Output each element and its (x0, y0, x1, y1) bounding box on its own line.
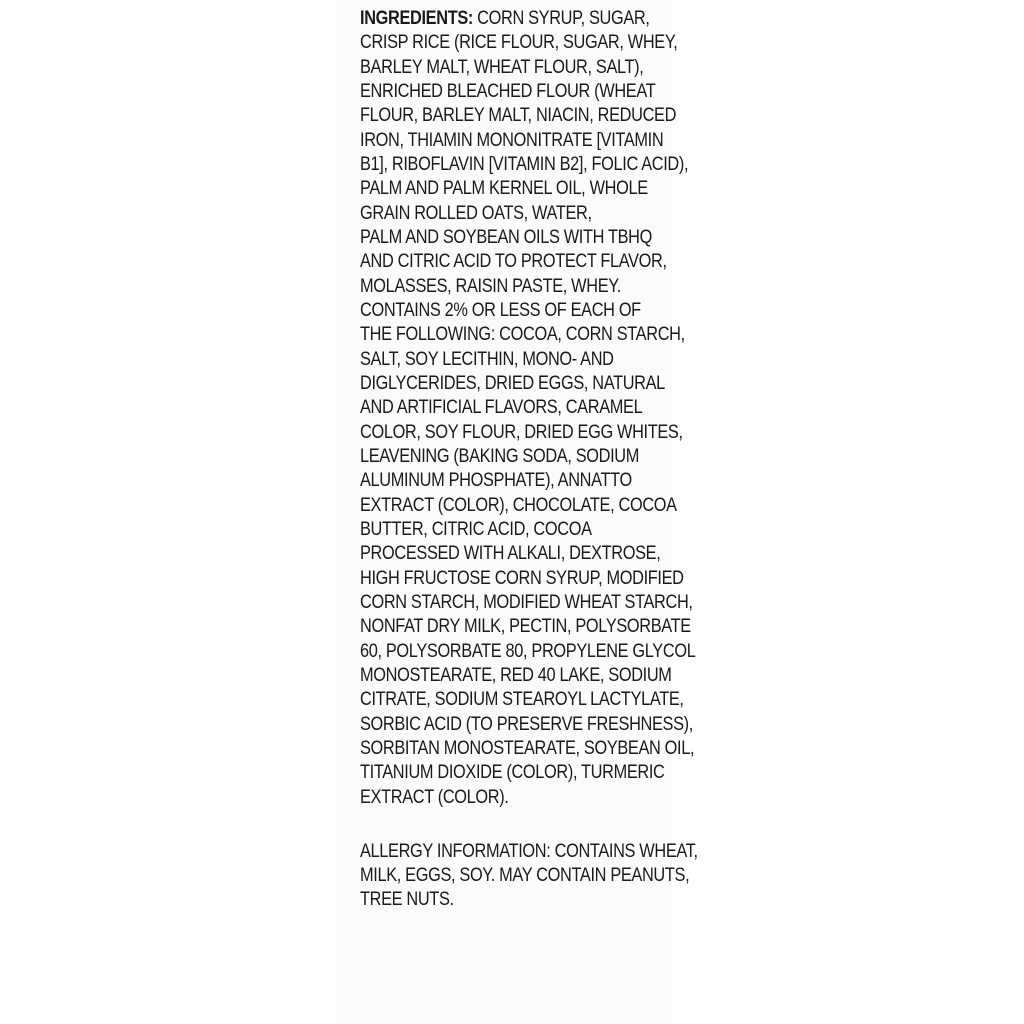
ingredients-line: PROCESSED WITH ALKALI, DEXTROSE, (360, 543, 661, 565)
section-gap (360, 810, 635, 840)
ingredients-line: CRISP RICE (RICE FLOUR, SUGAR, WHEY, (360, 32, 678, 54)
ingredients-line: MOLASSES, RAISIN PASTE, WHEY. (360, 275, 621, 297)
ingredients-line: CONTAINS 2% OR LESS OF EACH OF (360, 299, 641, 321)
ingredients-line: AND ARTIFICIAL FLAVORS, CARAMEL (360, 397, 643, 419)
allergy-line: MILK, EGGS, SOY. MAY CONTAIN PEANUTS, (360, 865, 690, 887)
ingredients-line: SORBIC ACID (TO PRESERVE FRESHNESS), (360, 713, 693, 735)
ingredients-line: TITANIUM DIOXIDE (COLOR), TURMERIC (360, 762, 665, 784)
ingredients-line: AND CITRIC ACID TO PROTECT FLAVOR, (360, 251, 667, 273)
ingredients-line: 60, POLYSORBATE 80, PROPYLENE GLYCOL (360, 640, 696, 662)
ingredient-label (360, 7, 698, 913)
ingredients-line: HIGH FRUCTOSE CORN SYRUP, MODIFIED (360, 567, 684, 589)
ingredients-line: PALM AND PALM KERNEL OIL, WHOLE (360, 178, 648, 200)
allergy-line: TREE NUTS. (360, 889, 454, 911)
ingredients-line: EXTRACT (COLOR). (360, 786, 509, 808)
ingredients-line: MONOSTEARATE, RED 40 LAKE, SODIUM (360, 664, 672, 686)
ingredients-line: COLOR, SOY FLOUR, DRIED EGG WHITES, (360, 421, 683, 443)
ingredients-line: ALUMINUM PHOSPHATE), ANNATTO (360, 470, 632, 492)
ingredients-line: BUTTER, CITRIC ACID, COCOA (360, 518, 592, 540)
ingredients-line: B1], RIBOFLAVIN [VITAMIN B2], FOLIC ACID), (360, 153, 689, 175)
ingredients-line: BARLEY MALT, WHEAT FLOUR, SALT), (360, 56, 644, 78)
ingredients-heading: INGREDIENTS: (360, 8, 473, 29)
ingredients-line: EXTRACT (COLOR), CHOCOLATE, COCOA (360, 494, 677, 516)
ingredients-line: PALM AND SOYBEAN OILS WITH TBHQ (360, 226, 652, 248)
ingredients-list (360, 31, 696, 810)
ingredients-line: DIGLYCERIDES, DRIED EGGS, NATURAL (360, 372, 665, 394)
ingredients-line: CITRATE, SODIUM STEAROYL LACTYLATE, (360, 689, 684, 711)
ingredients-line: GRAIN ROLLED OATS, WATER, (360, 202, 592, 224)
ingredients-line: CORN STARCH, MODIFIED WHEAT STARCH, (360, 591, 693, 613)
allergy-line: ALLERGY INFORMATION: CONTAINS WHEAT, (360, 840, 698, 862)
ingredients-first-line-text: CORN SYRUP, SUGAR, (472, 8, 650, 29)
ingredients-line: LEAVENING (BAKING SODA, SODIUM (360, 445, 640, 467)
ingredients-line: SORBITAN MONOSTEARATE, SOYBEAN OIL, (360, 737, 695, 759)
ingredients-line: IRON, THIAMIN MONONITRATE [VITAMIN (360, 129, 664, 151)
ingredients-line: SALT, SOY LECITHIN, MONO- AND (360, 348, 614, 370)
ingredients-line: NONFAT DRY MILK, PECTIN, POLYSORBATE (360, 616, 691, 638)
ingredients-first-line (360, 7, 650, 31)
ingredients-line: FLOUR, BARLEY MALT, NIACIN, REDUCED (360, 105, 677, 127)
ingredients-line: ENRICHED BLEACHED FLOUR (WHEAT (360, 80, 656, 102)
ingredients-line: THE FOLLOWING: COCOA, CORN STARCH, (360, 324, 685, 346)
allergy-information (360, 840, 698, 913)
